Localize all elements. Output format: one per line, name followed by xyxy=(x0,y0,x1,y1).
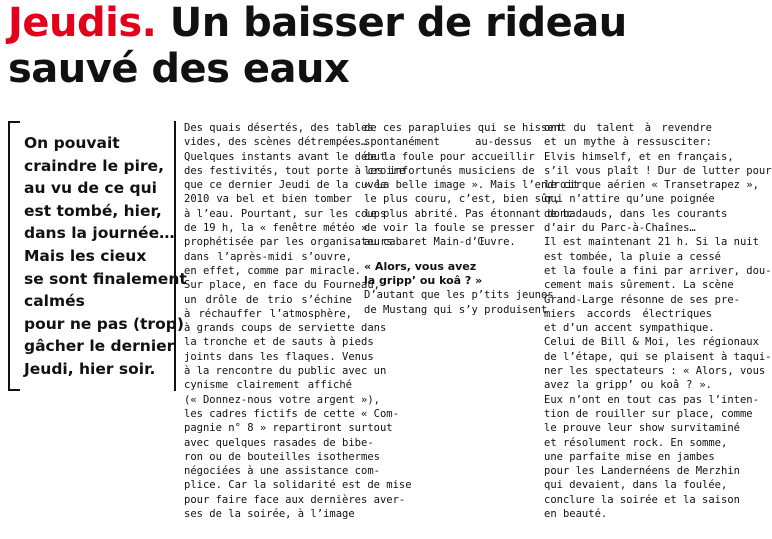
text-line: pour les Landernéens de Merzhin xyxy=(544,465,740,478)
lead-line: au vu de ce qui xyxy=(24,179,157,198)
lead-line: est tombé, hier, xyxy=(24,201,162,220)
lead-line: craindre le pire, xyxy=(24,156,164,175)
text-line: avez la gripp’ ou koâ ? ». xyxy=(544,379,712,392)
text-line: d’air du Parc-à-Chaînes… xyxy=(544,222,696,235)
headline-line1: Un baisser de rideau xyxy=(169,0,627,46)
text-line: une parfaite mise en jambes xyxy=(544,450,715,463)
text-line: qui devaient, dans la foulée, xyxy=(544,479,728,492)
text-line: à grands coups de serviette dans xyxy=(184,322,387,335)
text-line: et d’un accent sympathique. xyxy=(544,322,715,335)
text-line: à réchauffer l’atmosphère, xyxy=(184,307,352,320)
subhead-line: « Alors, vous avez xyxy=(364,259,477,273)
text-line: de la foule pour accueillir xyxy=(364,150,535,163)
text-line: pagnie n° 8 » repartiront surtout xyxy=(184,422,393,435)
text-line: le cirque aérien « Transetrapez », xyxy=(544,179,759,192)
text-line: D’autant que les p’tits jeunes xyxy=(364,289,554,302)
text-line: plice. Car la solidarité est de mise xyxy=(184,479,412,492)
text-line: en beauté. xyxy=(544,508,608,521)
text-column-3 xyxy=(544,121,772,521)
text-line: ont du talent à revendre xyxy=(544,122,712,134)
lead-line: Mais les cieux xyxy=(24,246,147,265)
text-line: qui n’attire qu’une poignée xyxy=(544,193,715,206)
text-line: Celui de Bill & Moi, les régionaux xyxy=(544,336,759,349)
text-line: ner les spectateurs : « Alors, vous xyxy=(544,365,766,378)
text-line: à l’eau. Pourtant, sur les coups xyxy=(184,207,387,220)
headline-kicker: Jeudis. xyxy=(8,0,157,46)
text-line: de voir la foule se presser xyxy=(364,222,535,235)
text-line: un drôle de trio s’échine xyxy=(184,293,352,306)
text-line: les cadres fictifs de cette « Com- xyxy=(184,407,399,420)
text-line: le prouve leur show survitaminé xyxy=(544,422,740,435)
lead-line: calmés xyxy=(24,292,85,311)
text-line: au cabaret Main-d’Œuvre. xyxy=(364,236,516,249)
text-line: et un mythe à ressusciter: xyxy=(544,136,712,149)
headline-line2: sauvé des eaux xyxy=(8,46,350,92)
text-line: dans l’après-midi s’ouvre, xyxy=(184,250,352,263)
lead-paragraph xyxy=(24,132,187,381)
text-line: miers accords électriques xyxy=(544,307,712,320)
lead-line: se sont finalement xyxy=(24,269,187,288)
lead-line: pour ne pas (trop) xyxy=(24,314,184,333)
text-line: est tombée, la pluie a cessé xyxy=(544,250,722,263)
text-line: pour faire face aux dernières aver- xyxy=(184,493,406,506)
text-line: Eux n’ont en tout cas pas l’inten- xyxy=(544,393,759,406)
text-line: 2010 va bel et bien tomber xyxy=(184,193,352,206)
text-line: des festivités, tout porte à croire xyxy=(184,164,406,177)
text-line: Il est maintenant 21 h. Si la nuit xyxy=(544,236,759,249)
text-line: prophétisée par les organisateurs xyxy=(184,236,393,249)
text-line: de Mustang qui s’y produisent xyxy=(364,303,548,316)
text-line: Elvis himself, et en français, xyxy=(544,150,734,163)
text-column-2 xyxy=(364,121,579,317)
text-line: à la rencontre du public avec un xyxy=(184,365,387,378)
text-line: de ces parapluies qui se hissent xyxy=(364,122,567,134)
text-line: de 19 h, la « fenêtre météo » xyxy=(184,222,368,235)
text-line: et la foule a fini par arriver, dou- xyxy=(544,264,772,277)
text-line: ron ou de bouteilles isothermes xyxy=(184,450,380,463)
text-line: négociées à une assistance com- xyxy=(184,465,380,478)
text-line: que ce dernier Jeudi de la cuvée xyxy=(184,179,387,192)
lead-line: gâcher le dernier xyxy=(24,337,175,356)
text-line: le plus couru, c’est, bien sûr, xyxy=(364,193,560,206)
text-line: « La belle image ». Mais l’endroit xyxy=(364,179,579,192)
text-line: s’il vous plaît ! Dur de lutter pour xyxy=(544,164,772,177)
text-line: de l’étape, qui se plaisent à taqui- xyxy=(544,350,772,363)
text-line: Quelques instants avant le début xyxy=(184,150,387,163)
lead-line: On pouvait xyxy=(24,134,120,152)
text-line: de badauds, dans les courants xyxy=(544,207,728,220)
text-line: Sur place, en face du Fourneau, xyxy=(184,279,380,292)
text-line: cynisme clairement affiché xyxy=(184,379,352,392)
text-line: en effet, comme par miracle. xyxy=(184,264,362,277)
text-line: Grand-Large résonne de ses pre- xyxy=(544,293,740,306)
article-headline xyxy=(8,0,708,92)
text-line: et résolument rock. En somme, xyxy=(544,436,728,449)
text-line: conclure la soirée et la saison xyxy=(544,493,740,506)
text-line: les infortunés musiciens de xyxy=(364,164,535,177)
text-line: (« Donnez-nous votre argent »), xyxy=(184,393,380,406)
text-line: la tronche et de sauts à pieds xyxy=(184,336,374,349)
text-line: Des quais désertés, des tables xyxy=(184,122,374,134)
lead-line: Jeudi, hier soir. xyxy=(24,359,156,378)
lead-line: dans la journée… xyxy=(24,224,175,243)
subhead-line: la gripp’ ou koâ ? » xyxy=(364,273,483,287)
text-line: spontanément au-dessus xyxy=(364,136,532,149)
text-line: vides, des scènes détrempées… xyxy=(184,136,368,149)
text-line: le plus abrité. Pas étonnant donc xyxy=(364,207,573,220)
text-column-1 xyxy=(184,121,412,521)
paragraph-gap xyxy=(364,250,532,260)
text-line: ses de la soirée, à l’image xyxy=(184,508,355,521)
text-line: cement mais sûrement. La scène xyxy=(544,279,734,292)
text-line: joints dans les flaques. Venus xyxy=(184,350,374,363)
text-line: tion de rouiller sur place, comme xyxy=(544,407,753,420)
text-line: avec quelques rasades de bibe- xyxy=(184,436,374,449)
